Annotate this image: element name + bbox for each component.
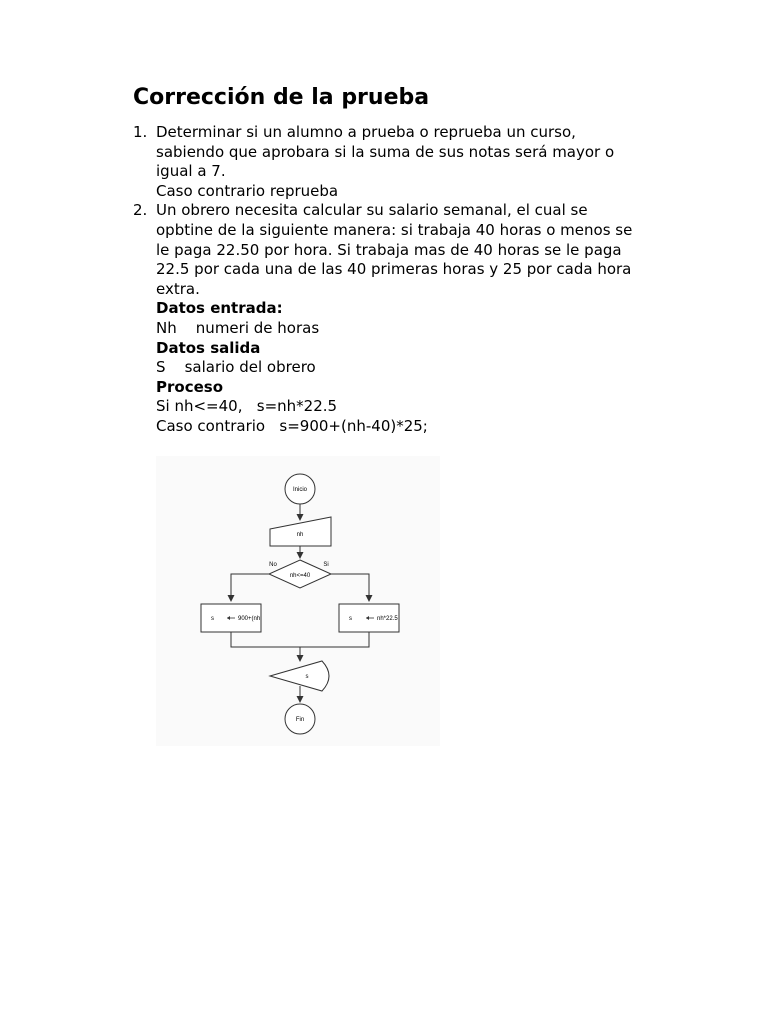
page-title: Corrección de la prueba [133, 85, 430, 110]
proceso-heading: Proceso [156, 377, 223, 396]
item-text-line: 22.5 por cada una de las 40 primeras horas y 25 por cada hora [156, 260, 632, 279]
datos-entrada-heading: Datos entrada: [156, 299, 283, 318]
list-item-1 [133, 123, 653, 201]
yes-process-expr: nh*22.5 [377, 616, 398, 622]
item-number: 2. [133, 201, 148, 220]
exercise-list [133, 123, 653, 437]
item-text-line: opbtine de la siguiente manera: si trabaja 40 horas o menos se [156, 220, 633, 239]
no-process-expr: 900+(nh [238, 616, 261, 622]
start-label: Inicio [292, 487, 308, 493]
item-text-line: Caso contrario reprueba [156, 181, 339, 200]
datos-salida-heading: Datos salida [156, 338, 261, 357]
item-text-line: Determinar si un alumno a prueba o reprueba un curso, [156, 123, 576, 141]
input-label: nh [296, 532, 304, 538]
proceso-line-1: Si nh<=40, s=nh*22.5 [156, 397, 338, 416]
item-text-line: Un obrero necesita calcular su salario semanal, el cual se [156, 201, 588, 220]
item-text-line: le paga 22.50 por hora. Si trabaja mas de 40 horas se le paga [156, 240, 622, 259]
datos-salida-text: S salario del obrero [156, 358, 316, 377]
item-number: 1. [133, 123, 148, 141]
no-branch-label: No [269, 562, 277, 568]
decision-label: nh<=40 [289, 573, 311, 579]
proceso-line-2: Caso contrario s=900+(nh-40)*25; [156, 416, 428, 435]
item-text-line: igual a 7. [156, 162, 226, 181]
output-label: s [305, 674, 309, 680]
item-text-line: sabiendo que aprobara si la suma de sus notas será mayor o [156, 142, 615, 161]
list-item-2 [133, 201, 653, 436]
datos-entrada-text: Nh numeri de horas [156, 318, 320, 337]
no-process-var: s [211, 616, 214, 622]
yes-process-var: s [349, 616, 352, 622]
end-label: Fin [295, 717, 305, 723]
flowchart-diagram [156, 456, 440, 746]
item-text-line: extra. [156, 279, 200, 298]
yes-branch-label: Si [323, 562, 329, 568]
